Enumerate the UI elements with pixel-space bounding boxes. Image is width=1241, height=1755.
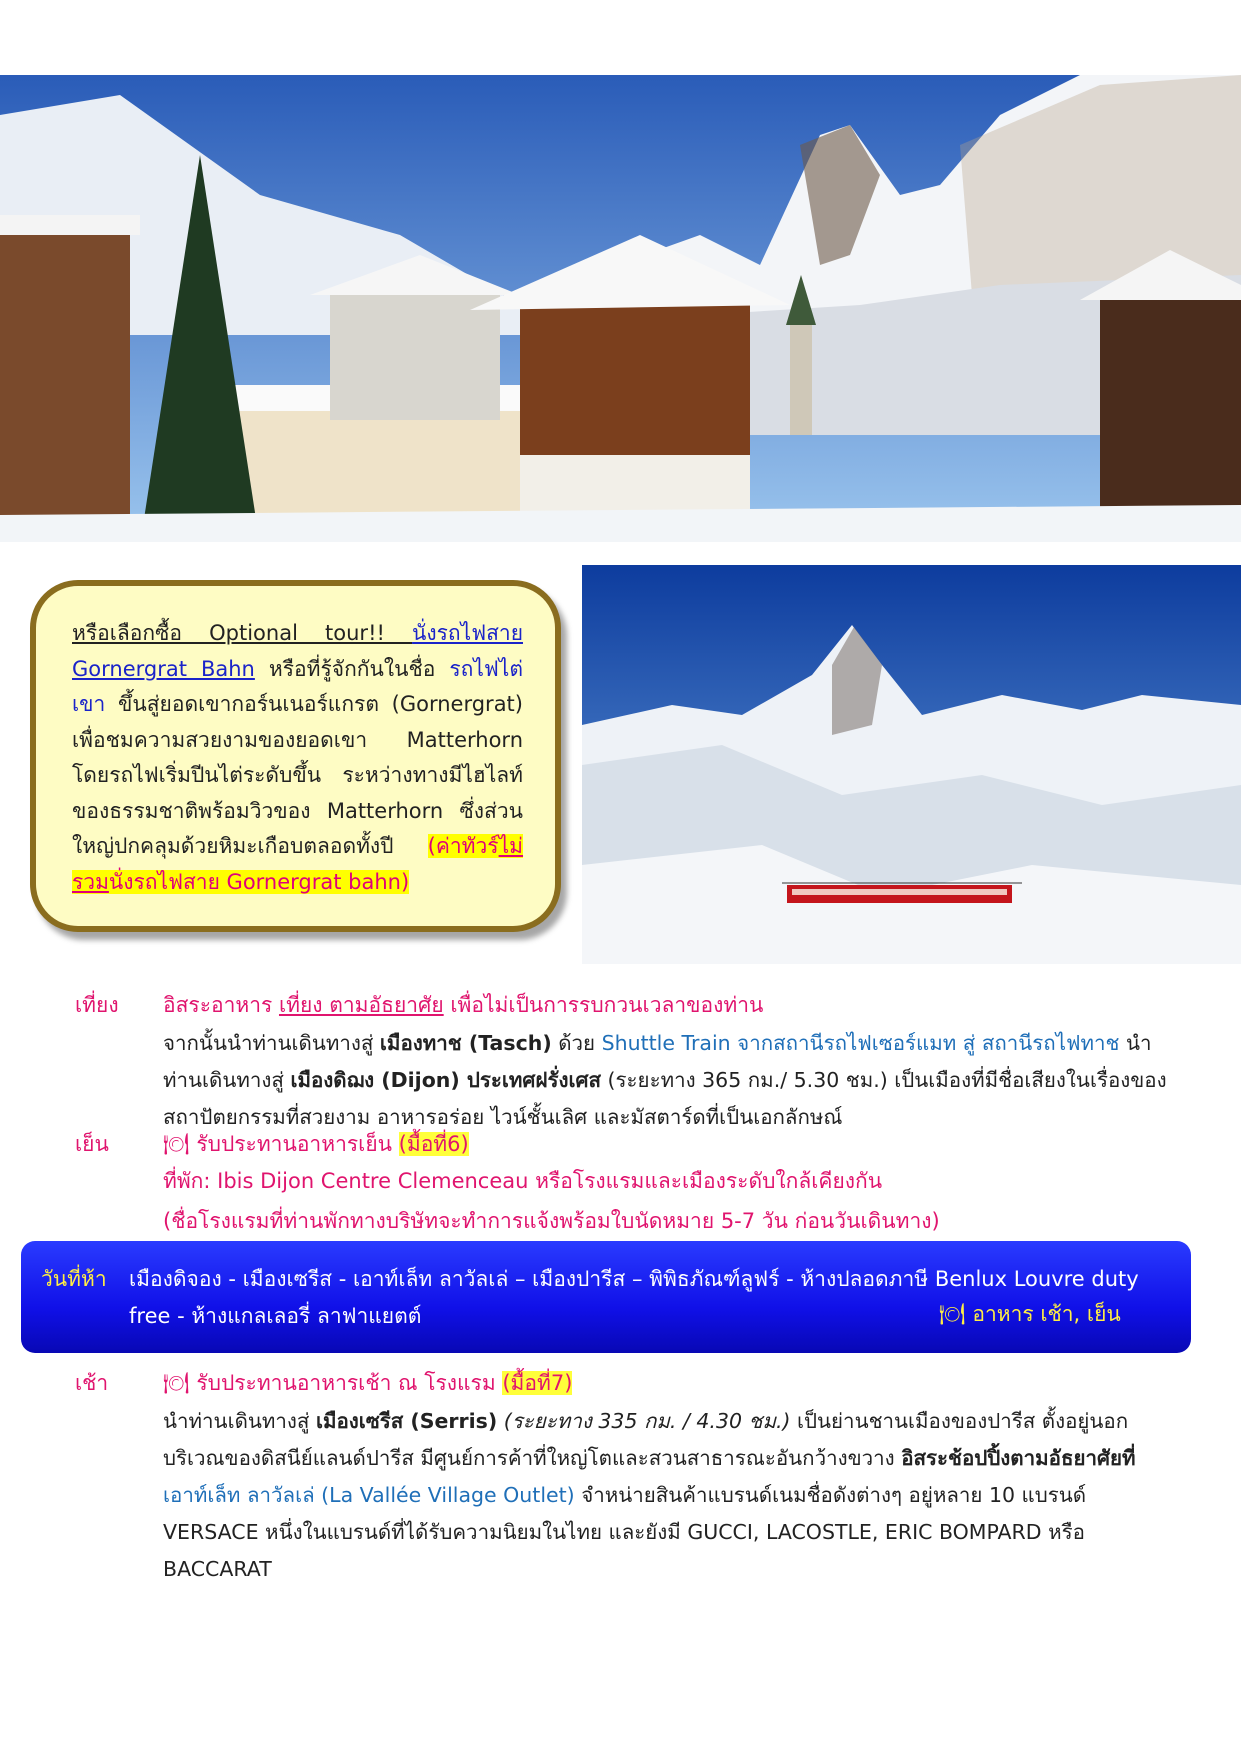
tour-price-note-b: ไม่รวม xyxy=(72,834,523,894)
breakfast-label: เช้า xyxy=(75,1371,109,1395)
lunch-text-c: เพื่อไม่เป็นการรบกวนเวลาของท่าน xyxy=(443,993,764,1017)
shuttle-train: Shuttle Train จากสถานีรถไฟเซอร์แมท สู่ สถานีรถไฟทาช xyxy=(601,1031,1120,1055)
lunch-label: เที่ยง xyxy=(75,993,119,1017)
day5-banner xyxy=(21,1241,1191,1353)
travel-e: นำท่านเดินทางสู่ xyxy=(163,1031,1152,1092)
dinner-text-a: 🍽 รับประทานอาหารเย็น xyxy=(163,1132,399,1156)
breakfast-text-a: 🍽 รับประทานอาหารเช้า ณ โรงแรม xyxy=(163,1371,503,1395)
gornergrat-train-image xyxy=(582,565,1241,964)
day5-route: เมืองดิจอง - เมืองเซรีส - เอาท์เล็ท ลาวัลเล่ – เมืองปารีส – พิพิธภัณฑ์ลูฟร์ - ห้างปลอดภาษี Benlux Louvre duty free - ห้างแกลเลอรี่ ลาฟาแยตต์ xyxy=(129,1267,1139,1328)
day5-meals: 🍽 อาหาร เช้า, เย็น xyxy=(939,1302,1121,1326)
optional-tour-body: ขึ้นสู่ยอดเขากอร์นเนอร์แกรต (Gornergrat) เพื่อชมความสวยงามของยอดเขา Matterhorn โดยรถไฟเริ่มปีนไต่ระดับขึ้น ระหว่างทางมีไฮไลท์ของธรรมชาติพร้อมวิวของ Matterhorn ซึ่งส่วนใหญ่ปกคลุมด้วยหิมะเกือบตลอดทั้งปี xyxy=(72,692,523,858)
zermatt-photo xyxy=(0,75,1241,542)
la-vallee-outlet: เอาท์เล็ท ลาวัลเล่ (La Vallée Village Outlet) xyxy=(163,1483,575,1507)
breakfast-text xyxy=(163,1367,572,1400)
dinner-label: เย็น xyxy=(75,1132,109,1156)
serris-distance: (ระยะทาง 335 กม. / 4.30 ชม.) xyxy=(497,1409,791,1433)
travel-g: (ระยะทาง 365 กม./ 5.30 ชม.) เป็นเมืองที่มีชื่อเสียงในเรื่องของสถาปัตยกรรมที่สวยงาม อาหารอร่อย ไวน์ชั้นเลิศ และมัสตาร์ดที่เป็นเอกลักษณ์ xyxy=(163,1068,1167,1129)
hero-image xyxy=(0,75,1241,542)
day5-p1: นำท่านเดินทางสู่ xyxy=(163,1409,316,1433)
dinner-text xyxy=(163,1128,469,1161)
lunch-text xyxy=(163,989,763,1022)
tasch-town: เมืองทาช (Tasch) xyxy=(379,1031,552,1055)
cog-train-text: รถไฟไต่เขา xyxy=(72,656,523,716)
tour-price-note-c: นั่งรถไฟสาย Gornergrat bahn) xyxy=(108,869,410,894)
free-shopping: อิสระช้อปปิ้งตามอัธยาศัยที่ xyxy=(901,1446,1136,1470)
tour-price-note-a: (ค่าทัวร์ xyxy=(427,834,499,858)
day5-p4: เป็นย่านชานเมืองของปารีส ตั้งอยู่นอกบริเวณของดิสนีย์แลนด์ปารีส มีศูนย์การค้าที่ใหญ่โตและสวนสาธารณะอันกว้างขวาง xyxy=(163,1409,1129,1470)
day4-travel-paragraph xyxy=(163,1025,1168,1136)
travel-c: ด้วย xyxy=(551,1031,602,1055)
hotel-note: (ชื่อโรงแรมที่ท่านพักทางบริษัทจะทำการแจ้งพร้อมใบนัดหมาย 5-7 วัน ก่อนวันเดินทาง) xyxy=(163,1209,940,1233)
day5-label: วันที่ห้า xyxy=(41,1267,107,1291)
serris-town: เมืองเซรีส (Serris) xyxy=(315,1409,498,1433)
breakfast-meal-number: (มื้อที่7) xyxy=(502,1371,573,1395)
optional-tour-box xyxy=(30,580,561,932)
travel-a: จากนั้นนำท่านเดินทางสู่ xyxy=(163,1031,380,1055)
gornergrat-link[interactable]: นั่งรถไฟสาย Gornergrat Bahn xyxy=(72,621,523,681)
lunch-text-a: อิสระอาหาร xyxy=(163,993,279,1017)
optional-tour-lead: หรือเลือกซื้อ Optional tour!! xyxy=(72,621,413,645)
day5-paragraph xyxy=(163,1403,1168,1588)
hotel-text: ที่พัก: Ibis Dijon Centre Clemenceau หรือโรงแรมและเมืองระดับใกล้เคียงกัน xyxy=(163,1169,883,1193)
dijon-town: เมืองดิฌง (Dijon) ประเทศฝรั่งเศส xyxy=(290,1068,602,1092)
known-as-text: หรือที่รู้จักกันในชื่อ xyxy=(254,656,450,681)
dinner-meal-number: (มื้อที่6) xyxy=(398,1132,469,1156)
lunch-text-b: เที่ยง ตามอัธยาศัย xyxy=(278,993,444,1017)
day5-p7: จำหน่ายสินค้าแบรนด์เนมชื่อดังต่างๆ อยู่หลาย 10 แบรนด์ VERSACE หนึ่งในแบรนด์ที่ได้รับความนิยมในไทย และยังมี GUCCI, LACOSTLE, ERIC BOMPARD หรือ BACCARAT xyxy=(163,1483,1087,1581)
matterhorn-train-photo xyxy=(582,565,1241,964)
